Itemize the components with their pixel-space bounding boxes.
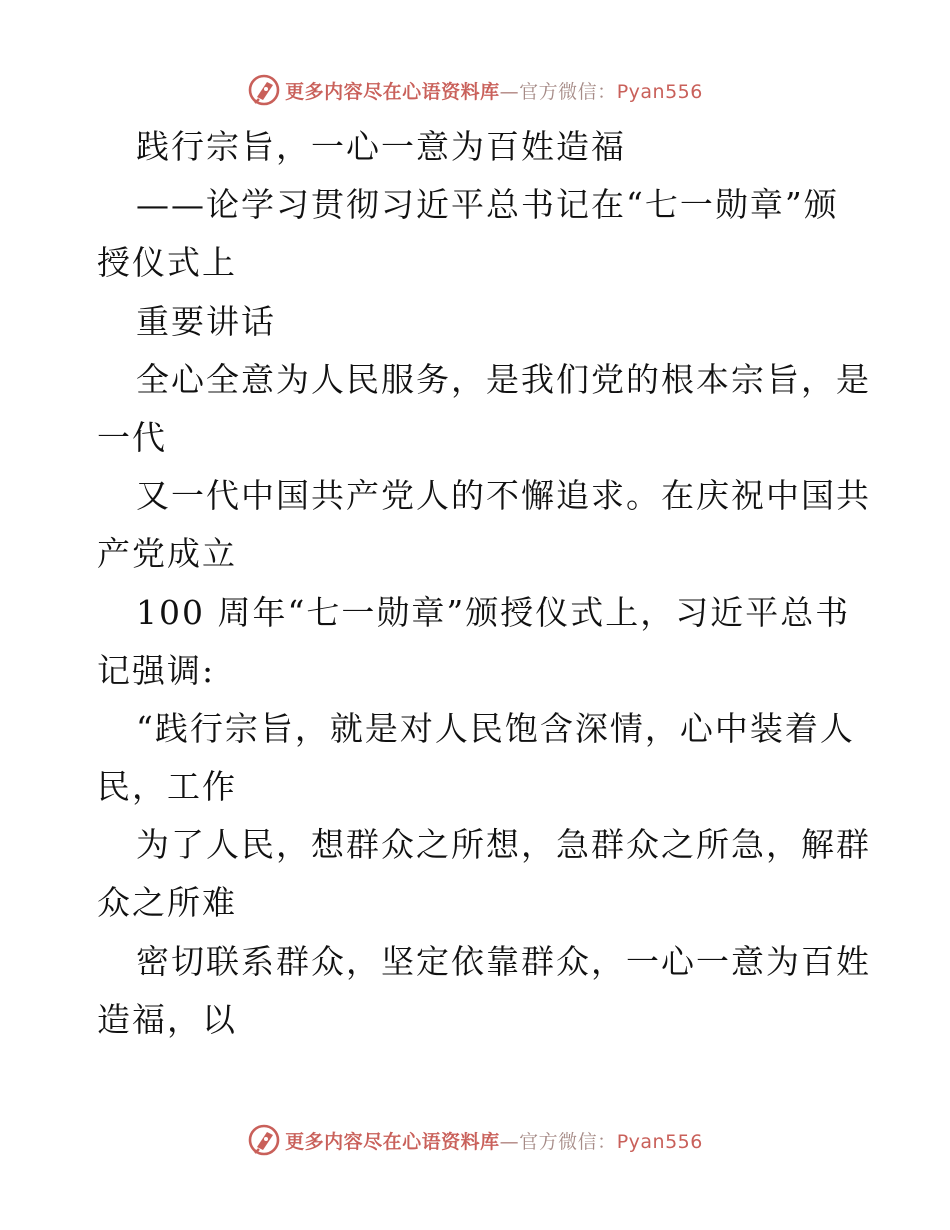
- paragraph-line: 产党成立: [97, 534, 237, 574]
- watermark-wechat-id: Pyan556: [616, 1130, 703, 1153]
- pen-nib-logo-icon: [247, 1123, 281, 1157]
- paragraph-line: 密切联系群众，坚定依靠群众，一心一意为百姓: [136, 941, 871, 981]
- doc-subtitle-line: ——论学习贯彻习近平总书记在“七一勋章”颁: [136, 185, 839, 225]
- footer-watermark: [0, 1120, 950, 1160]
- paragraph-line: 一代: [97, 417, 167, 457]
- pen-nib-logo-icon: [247, 73, 281, 107]
- watermark-wechat-label: 官方微信：: [519, 80, 617, 103]
- paragraph-line: 记强调:: [97, 650, 216, 690]
- watermark-text: [285, 1127, 703, 1154]
- watermark-wechat-label: 官方微信：: [519, 1130, 617, 1153]
- watermark-text: [285, 77, 703, 104]
- doc-subtitle-line: 授仪式上: [97, 243, 237, 283]
- paragraph-line: “践行宗旨，就是对人民饱含深情，心中装着人: [136, 708, 855, 748]
- paragraph-line: 全心全意为人民服务，是我们党的根本宗旨，是: [136, 359, 871, 399]
- paragraph-line: 造福，以: [97, 999, 237, 1039]
- header-watermark: [0, 70, 950, 110]
- paragraph-line: 民，工作: [97, 767, 237, 807]
- doc-subtitle-line: 重要讲话: [136, 301, 276, 341]
- document-body: [97, 118, 871, 1049]
- watermark-dash: —: [499, 80, 520, 103]
- paragraph-line: 众之所难: [97, 883, 237, 923]
- watermark-wechat-id: Pyan556: [616, 80, 703, 103]
- watermark-brand: 更多内容尽在心语资料库: [285, 1130, 500, 1153]
- watermark-brand: 更多内容尽在心语资料库: [285, 80, 500, 103]
- paragraph-line: 又一代中国共产党人的不懈追求。在庆祝中国共: [136, 476, 871, 516]
- paragraph-line: 为了人民，想群众之所想，急群众之所急，解群: [136, 825, 871, 865]
- paragraph-line: 100 周年“七一勋章”颁授仪式上，习近平总书: [136, 592, 851, 632]
- watermark-dash: —: [499, 1130, 520, 1153]
- doc-title: 践行宗旨，一心一意为百姓造福: [136, 127, 626, 166]
